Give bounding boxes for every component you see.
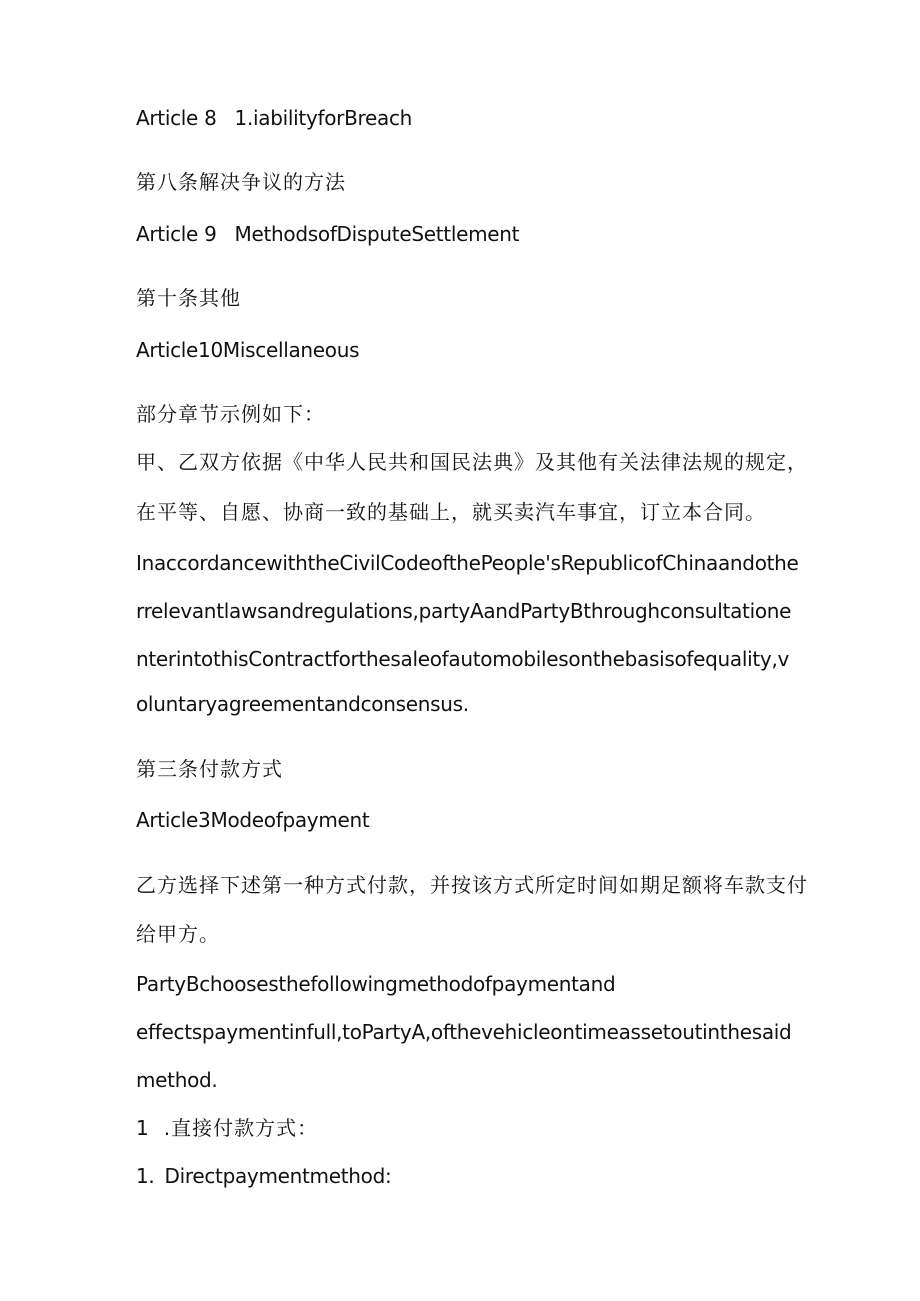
preamble-en-line-3: nterintothisContractforthesaleofautomobilesonthebasisofequality,v [136,647,790,671]
preamble-en-line-4: oluntaryagreementandconsensus. [136,692,469,716]
article-10-heading-en: Article10Miscellaneous [136,338,360,362]
preamble-zh-line-1: 甲、乙双方依据《中华人民共和国民法典》及其他有关法律法规的规定， [136,450,808,474]
article-3-body-en-line-2: effectspaymentinfull,toPartyA,ofthevehicleontimeassetoutinthesaid [136,1020,792,1044]
article-9-number: Article 9 [136,222,217,246]
preamble-zh-line-2: 在平等、自愿、协商一致的基础上，就买卖汽车事宜，订立本合同。 [136,500,766,524]
article-8-heading-zh: 第八条解决争议的方法 [136,170,346,194]
list-item-1-en-text: Directpaymentmethod: [164,1164,392,1188]
article-8-heading-en [136,104,412,132]
article-3-body-en-line-3: method. [136,1068,218,1092]
list-item-1-zh [136,1114,318,1142]
article-3-body-en-line-1: PartyBchoosesthefollowingmethodofpaymentand [136,972,616,996]
article-9-title: MethodsofDisputeSettlement [234,222,520,246]
article-3-heading-zh: 第三条付款方式 [136,757,283,781]
article-9-heading-en [136,220,519,248]
article-3-heading-en: Article3Modeofpayment [136,808,370,832]
article-8-number: Article 8 [136,106,217,130]
article-3-body-zh-line-2: 给甲方。 [136,922,220,946]
article-3-body-zh-line-1: 乙方选择下述第一种方式付款，并按该方式所定时间如期足额将车款支付 [136,873,808,897]
list-item-1-en [136,1162,391,1190]
article-10-heading-zh: 第十条其他 [136,286,241,310]
article-8-title: 1.iabilityforBreach [234,106,413,130]
list-item-1-zh-text: .直接付款方式： [163,1116,319,1140]
preamble-en-line-1: InaccordancewiththeCivilCodeofthePeople'sRepublicofChinaandothe [136,551,799,575]
sample-intro: 部分章节示例如下： [136,402,325,426]
list-item-1-en-number: 1. [136,1164,155,1188]
preamble-en-line-2: rrelevantlawsandregulations,partyAandPartyBthroughconsultatione [136,599,792,623]
list-item-1-zh-number: 1 [136,1116,150,1140]
